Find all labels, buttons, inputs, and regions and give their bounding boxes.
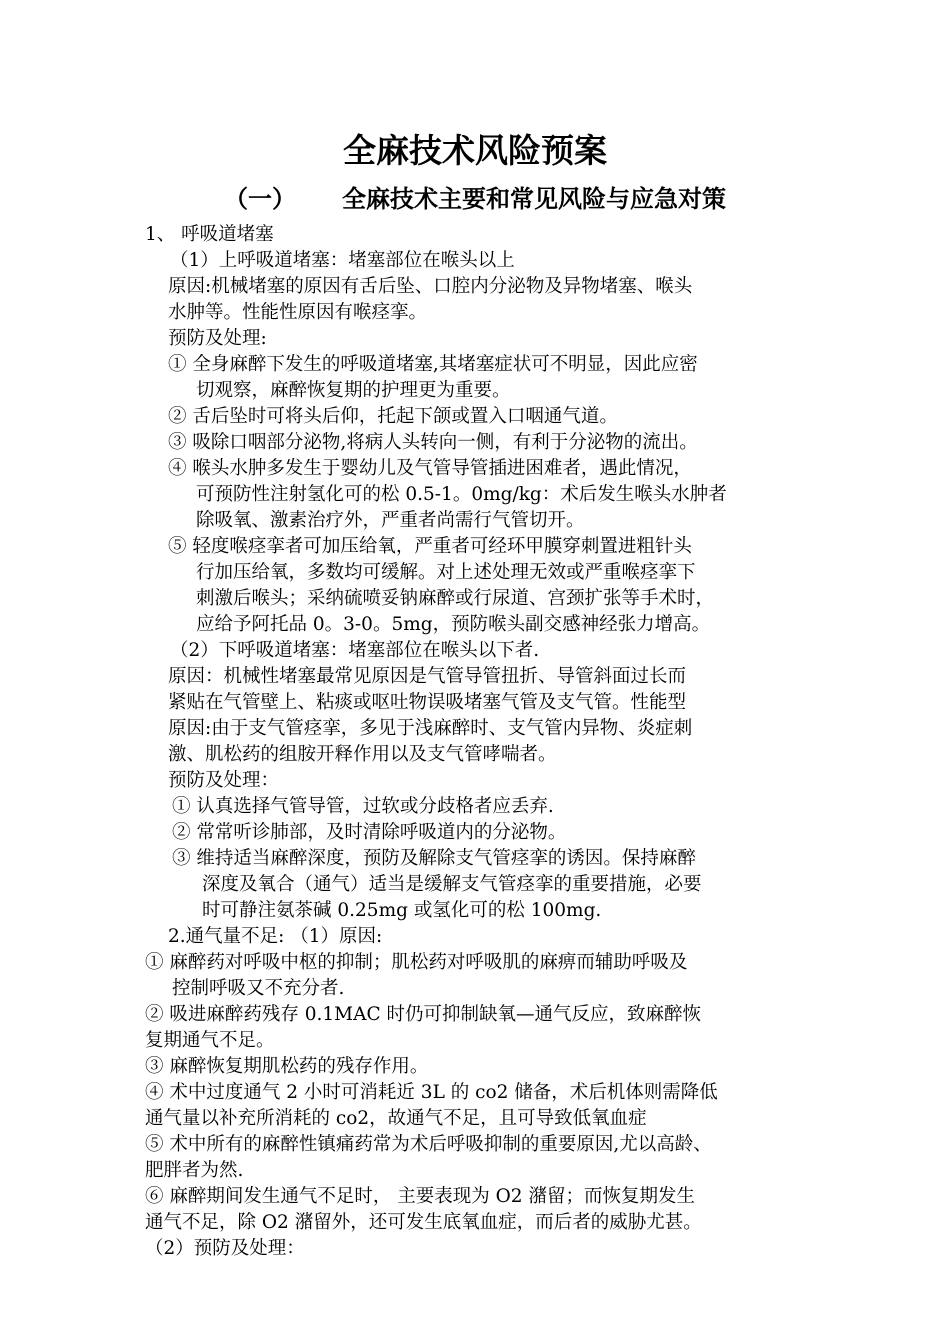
- text-line: ③ 吸除口咽部分泌物,将病人头转向一侧，有利于分泌物的流出。: [168, 432, 698, 453]
- text-line: （2）预防及处理：: [145, 1238, 305, 1259]
- text-line: （2）下呼吸道堵塞：堵塞部位在喉头以下者.: [170, 640, 540, 661]
- text-line: ② 常常听诊肺部，及时清除呼吸道内的分泌物。: [172, 822, 567, 843]
- text-line: 原因：机械性堵塞最常见原因是气管导管扭折、导管斜面过长而: [168, 666, 687, 687]
- text-line: ① 全身麻醉下发生的呼吸道堵塞,其堵塞症状可不明显，因此应密: [168, 354, 698, 375]
- text-line: ③ 维持适当麻醉深度，预防及解除支气管痉挛的诱因。保持麻醉: [172, 848, 696, 869]
- text-line: （1）上呼吸道堵塞：堵塞部位在喉头以上: [170, 250, 515, 271]
- text-line: 激、肌松药的组胺开释作用以及支气管哮喘者。: [168, 744, 557, 765]
- text-line: 水肿等。性能性原因有喉痉挛。: [168, 302, 428, 323]
- text-line: ① 认真选择气管导管，过软或分歧格者应丢弃.: [172, 796, 554, 817]
- text-line: ④ 术中过度通气 2 小时可消耗近 3L 的 co2 储备，术后机体则需降低: [145, 1082, 718, 1103]
- text-line: 深度及氧合（通气）适当是缓解支气管痉挛的重要措施，必要: [202, 874, 702, 895]
- text-line: 通气不足，除 O2 潴留外，还可发生底氧血症，而后者的威胁尤甚。: [145, 1212, 702, 1233]
- text-line: ① 麻醉药对呼吸中枢的抑制；肌松药对呼吸肌的麻痹而辅助呼吸及: [145, 952, 688, 973]
- document-title: 全麻技术风险预案: [343, 131, 607, 170]
- text-line: 通气量以补充所消耗的 co2，故通气不足，且可导致低氧血症: [145, 1108, 647, 1129]
- text-line: 切观察，麻醉恢复期的护理更为重要。: [196, 380, 511, 401]
- text-line: ④ 喉头水肿多发生于婴幼儿及气管导管插进困难者，遇此情况，: [168, 458, 692, 479]
- text-line: 肥胖者为然.: [145, 1160, 244, 1181]
- text-line: ⑤ 轻度喉痉挛者可加压给氧，严重者可经环甲膜穿刺置进粗针头: [168, 536, 692, 557]
- text-line: 可预防性注射氢化可的松 0.5-1。0mg/kg：术后发生喉头水肿者: [196, 484, 727, 505]
- text-line: 时可静注氨茶碱 0.25mg 或氢化可的松 100mg.: [202, 900, 602, 921]
- text-line: 行加压给氧，多数均可缓解。对上述处理无效或严重喉痉挛下: [196, 562, 696, 583]
- text-line: 紧贴在气管壁上、粘痰或呕吐物误吸堵塞气管及支气管。性能型: [168, 692, 687, 713]
- text-line: 原因:由于支气管痉挛，多见于浅麻醉时、支气管内异物、炎症刺: [168, 718, 693, 739]
- text-line: ② 吸进麻醉药残存 0.1MAC 时仍可抑制缺氧—通气反应，致麻醉恢: [145, 1004, 702, 1025]
- text-line: 原因:机械堵塞的原因有舌后坠、口腔内分泌物及异物堵塞、喉头: [168, 276, 693, 297]
- section-heading: [0, 182, 950, 216]
- section-number: （一）: [224, 185, 296, 213]
- text-line: 2.通气量不足: （1）原因:: [168, 926, 383, 947]
- text-line: 控制呼吸又不充分者.: [172, 978, 345, 999]
- text-line: 预防及处理:: [168, 328, 267, 349]
- text-line: 应给予阿托品 0。3-0。5mg，预防喉头副交感神经张力增高。: [196, 614, 711, 635]
- text-line: 1、 呼吸道堵塞: [145, 224, 274, 245]
- text-line: ② 舌后坠时可将头后仰，托起下颌或置入口咽通气道。: [168, 406, 618, 427]
- text-line: ⑤ 术中所有的麻醉性镇痛药常为术后呼吸抑制的重要原因,尤以高龄、: [145, 1134, 712, 1155]
- text-line: 刺激后喉头；采纳硫喷妥钠麻醉或行尿道、宫颈扩张等手术时，: [196, 588, 715, 609]
- text-line: ③ 麻醉恢复期肌松药的残存作用。: [145, 1056, 429, 1077]
- text-line: ⑥ 麻醉期间发生通气不足时， 主要表现为 O2 潴留；而恢复期发生: [145, 1186, 695, 1207]
- section-title: 全麻技术主要和常见风险与应急对策: [342, 185, 726, 213]
- text-line: 复期通气不足。: [145, 1030, 275, 1051]
- text-line: 预防及处理：: [168, 770, 280, 791]
- text-line: 除吸氧、激素治疗外，严重者尚需行气管切开。: [196, 510, 585, 531]
